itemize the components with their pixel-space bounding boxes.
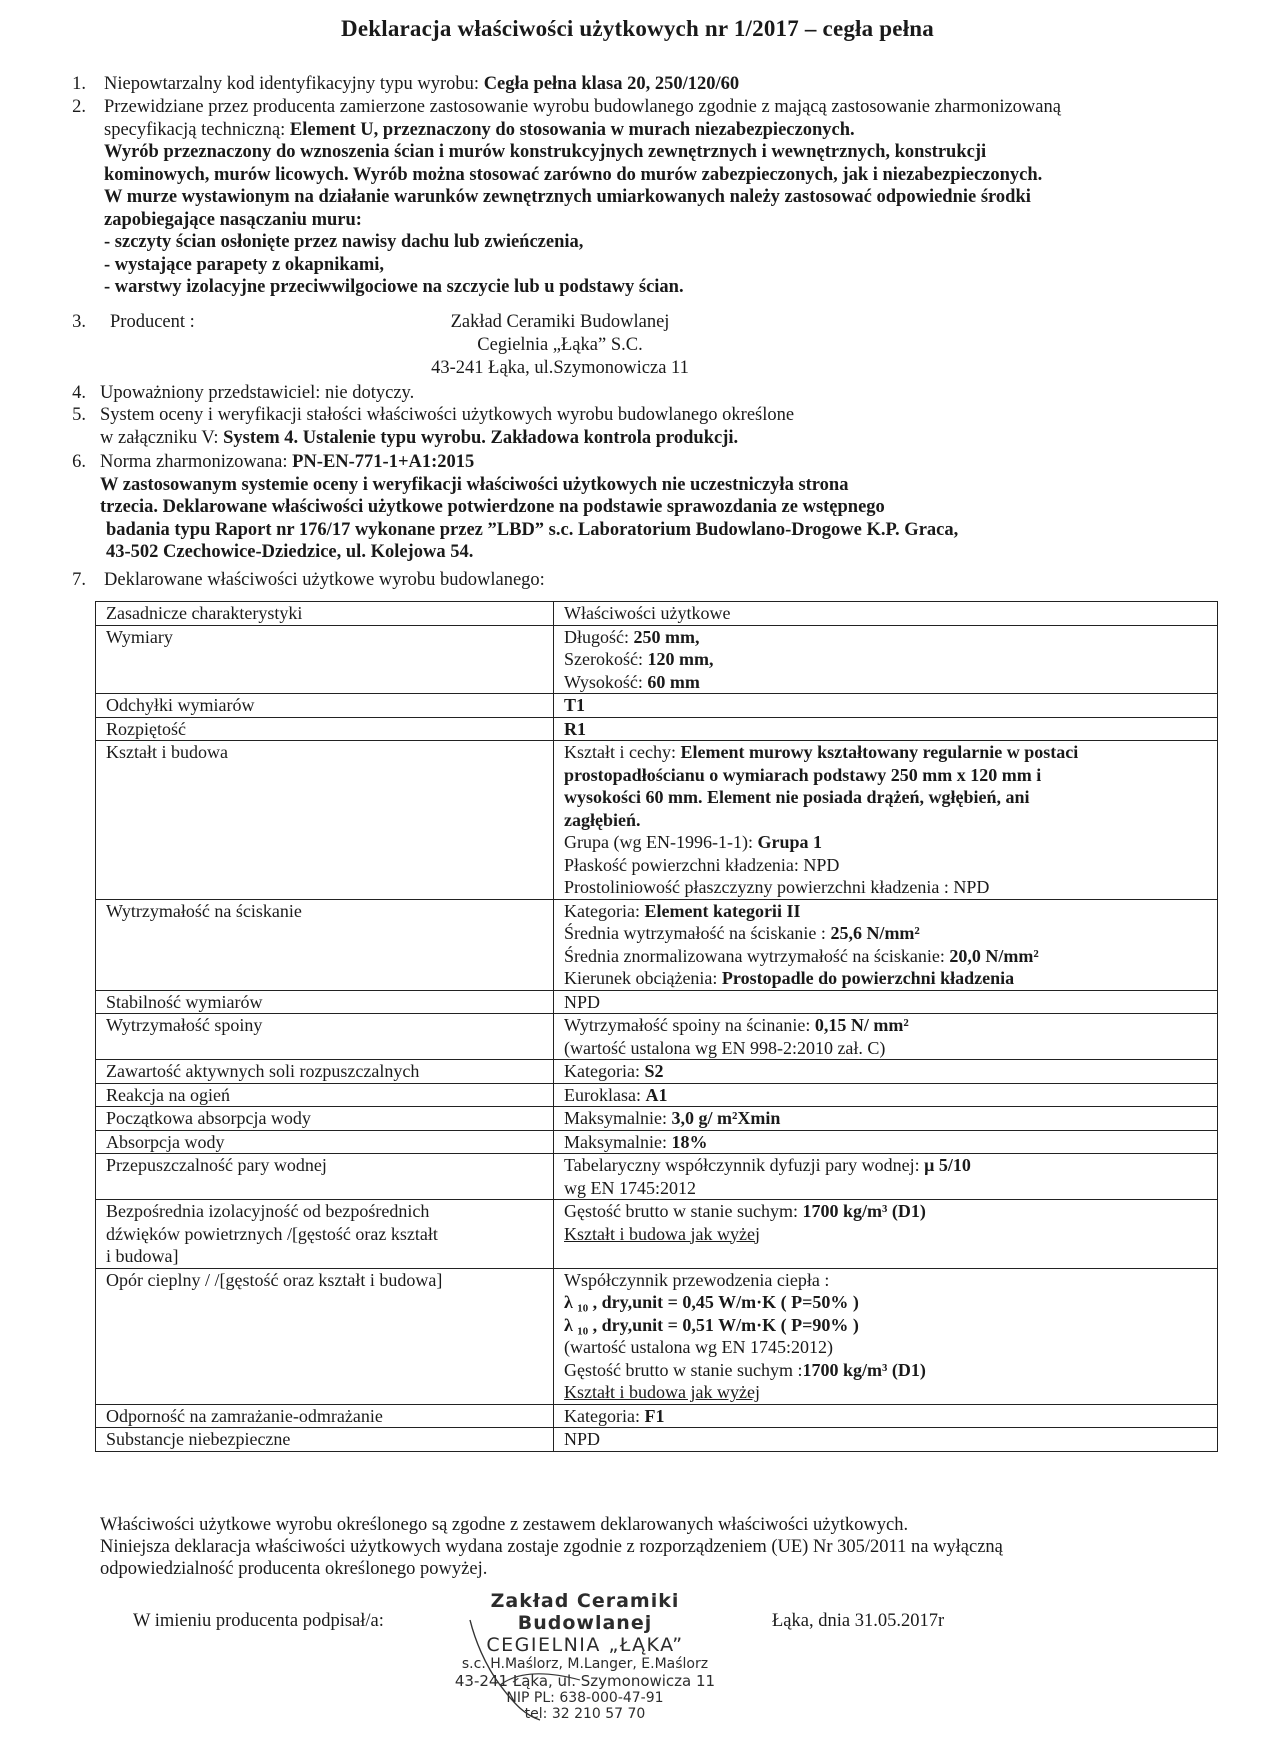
stamp-line: Zakład Ceramiki Budowlanej [490, 1590, 680, 1634]
property-cell [554, 1107, 1218, 1131]
table-row [96, 694, 1218, 718]
property-label: Maksymalnie: [564, 1108, 672, 1128]
property-label: Kategoria: [564, 1405, 645, 1426]
property-value: 25,6 N/mm² [830, 923, 920, 943]
characteristic-cell: Wytrzymałość spoiny [96, 1014, 554, 1060]
characteristic-cell: Opór cieplny / /[gęstość oraz kształt i budowa] [96, 1268, 554, 1404]
table-row [96, 1154, 1218, 1200]
document-title: Deklaracja właściwości użytkowych nr 1/2017 – cegła pełna [341, 16, 934, 41]
property-label: Kształt i cechy: [564, 742, 681, 762]
property-value: 3,0 g/ m²Xmin [671, 1108, 781, 1128]
item-line: zapobiegające nasączaniu muru: [104, 209, 362, 230]
item-line: Wyrób przeznaczony do wznoszenia ścian i murów konstrukcyjnych zewnętrznych i wewnętrznych, konstrukcji [104, 142, 987, 162]
property-label: Grupa (wg EN-1996-1-1): [564, 832, 758, 852]
property-label: Kierunek obciążenia: [564, 968, 722, 988]
footer-line: Niniejsza deklaracja właściwości użytkowych wydana zostaje zgodnie z rozporządzeniem (UE) Nr 305/2011 na wyłączną [100, 1537, 1003, 1557]
table-row [96, 741, 1218, 900]
table-row [96, 899, 1218, 990]
property-label: Wysokość: [564, 671, 648, 692]
characteristic-line: dźwięków powietrznych /[gęstość oraz kształt [106, 1223, 438, 1244]
property-value: F1 [644, 1405, 665, 1426]
characteristic-cell: Kształt i budowa [96, 741, 554, 900]
property-value: prostopadłościanu o wymiarach podstawy 250 mm x 120 mm i [564, 764, 1042, 785]
property-label: Średnia wytrzymałość na ściskanie : [564, 923, 831, 943]
producer-name: Zakład Ceramiki Budowlanej [450, 312, 670, 332]
property-label: Gęstość brutto w stanie suchym: [564, 1201, 803, 1221]
property-value: λ ₁₀ , dry,unit = 0,51 W/m·K ( P=90% ) [564, 1314, 859, 1335]
property-label: Wytrzymałość spoiny na ścinanie: [564, 1015, 815, 1035]
property-line: Kształt i budowa jak wyżej [564, 1382, 760, 1402]
characteristic-line: i budowa] [106, 1246, 179, 1266]
header-cell: Zasadnicze charakterystyki [96, 602, 554, 626]
characteristic-line: Bezpośrednia izolacyjność od bezpośrednich [106, 1201, 430, 1221]
property-line: Współczynnik przewodzenia ciepła : [564, 1269, 830, 1290]
item-bold: Element U, przeznaczony do stosowania w murach niezabezpieczonych. [289, 119, 855, 140]
property-cell: R1 [554, 717, 1218, 741]
item-line: kominowych, murów licowych. Wyrób można stosować zarówno do murów zabezpieczonych, jak i niezabezpieczonych. [104, 164, 1043, 185]
property-line: Kształt i budowa jak wyżej [564, 1223, 760, 1244]
item-text: specyfikacją techniczną: [104, 119, 290, 140]
property-cell: NPD [554, 990, 1218, 1014]
item-line: trzecia. Deklarowane właściwości użytkowe potwierdzone na podstawie sprawozdania ze wstępnego [100, 497, 885, 517]
property-value: λ ₁₀ , dry,unit = 0,45 W/m·K ( P=50% ) [564, 1292, 859, 1312]
stamp-line: s.c. H.Maślorz, M.Langer, E.Maślorz [461, 1656, 709, 1672]
item-line: badania typu Raport nr 176/17 wykonane przez ”LBD” s.c. Laboratorium Budowlano-Drogowe K.P. Graca, [106, 519, 959, 540]
property-line: Prostoliniowość płaszczyzny powierzchni kładzenia : NPD [564, 877, 990, 897]
property-label: Gęstość brutto w stanie suchym : [564, 1359, 803, 1380]
item-text: Upoważniony przedstawiciel: nie dotyczy. [100, 383, 415, 403]
property-cell [554, 1083, 1218, 1107]
standard-code: PN-EN-771-1+A1:2015 [292, 452, 475, 472]
property-cell [554, 1014, 1218, 1060]
item-line: W zastosowanym systemie oceny i weryfikacji właściwości użytkowych nie uczestniczyła strona [100, 474, 849, 495]
property-label: Długość: [564, 626, 634, 647]
stamp-line: NIP PL: 638-000-47-91 [506, 1690, 664, 1706]
property-value: 18% [671, 1131, 708, 1152]
table-row [96, 1200, 1218, 1269]
item-line: 43-502 Czechowice-Dziedzice, ul. Kolejowa 54. [106, 542, 474, 562]
table-row [96, 990, 1218, 1014]
property-value: μ 5/10 [924, 1155, 971, 1175]
property-cell [554, 1404, 1218, 1428]
producer-company: Cegielnia „Łąka” S.C. [477, 335, 643, 355]
producer-label: Producent : [110, 312, 195, 332]
characteristic-cell: Reakcja na ogień [96, 1083, 554, 1107]
item-number: 4. [72, 383, 86, 403]
place-date: Łąka, dnia 31.05.2017r [772, 1611, 945, 1631]
property-value: zagłębień. [564, 809, 641, 830]
item-number: 7. [72, 570, 86, 590]
product-code: Cegła pełna klasa 20, 250/120/60 [483, 74, 740, 94]
characteristic-cell: Stabilność wymiarów [96, 990, 554, 1014]
footer-line: odpowiedzialność producenta określonego powyżej. [100, 1559, 488, 1579]
item-text: Norma zharmonizowana: [100, 452, 293, 472]
stamp-line: 43-241 Łąka, ul. Szymonowicza 11 [454, 1672, 716, 1690]
table-row [96, 1014, 1218, 1060]
header-cell: Właściwości użytkowe [554, 602, 1218, 626]
table-row [96, 1083, 1218, 1107]
footer-statement [100, 1514, 1003, 1580]
property-cell [554, 1200, 1218, 1269]
item-text: Deklarowane właściwości użytkowe wyrobu budowlanego: [104, 570, 545, 590]
table-row [96, 1428, 1218, 1452]
item-number: 1. [72, 74, 86, 94]
item-number: 3. [72, 312, 86, 332]
property-cell: NPD [554, 1428, 1218, 1452]
item-text: w załączniku V: [100, 427, 224, 448]
properties-table [95, 601, 1218, 1452]
item-line: Przewidziane przez producenta zamierzone zastosowanie wyrobu budowlanego zgodnie z mającą zastosowanie zharmonizowaną [104, 97, 1061, 117]
property-value: S2 [644, 1061, 664, 1081]
property-value: 1700 kg/m³ (D1) [802, 1359, 926, 1380]
characteristic-cell: Przepuszczalność pary wodnej [96, 1154, 554, 1200]
characteristic-cell [96, 1200, 554, 1269]
signature-mark [430, 1610, 660, 1730]
property-label: Kategoria: [564, 1061, 645, 1081]
property-cell [554, 741, 1218, 900]
property-value: Prostopadle do powierzchni kładzenia [721, 968, 1015, 988]
property-value: A1 [645, 1084, 668, 1105]
characteristic-cell: Substancje niebezpieczne [96, 1428, 554, 1452]
property-label: Szerokość: [564, 649, 648, 669]
property-line: Płaskość powierzchni kładzenia: NPD [564, 854, 840, 875]
table-row [96, 1404, 1218, 1428]
table-row [96, 1130, 1218, 1154]
item-bold: System 4. Ustalenie typu wyrobu. Zakładowa kontrola produkcji. [223, 427, 739, 448]
property-value: 120 mm, [647, 649, 714, 669]
item-number: 6. [72, 452, 86, 472]
property-cell [554, 1268, 1218, 1404]
property-cell [554, 1060, 1218, 1084]
property-label: Średnia znormalizowana wytrzymałość na ściskanie: [564, 945, 950, 966]
characteristic-cell: Odchyłki wymiarów [96, 694, 554, 718]
property-cell [554, 1154, 1218, 1200]
property-value: 250 mm, [633, 626, 700, 647]
footer-line: Właściwości użytkowe wyrobu określonego są zgodne z zestawem deklarowanych właściwości użytkowych. [100, 1515, 909, 1535]
property-line: (wartość ustalona wg EN 998-2:2010 zał. C) [564, 1037, 886, 1058]
property-label: Euroklasa: [564, 1084, 646, 1105]
property-value: Element kategorii II [644, 900, 801, 921]
item-number: 2. [72, 97, 86, 117]
table-row [96, 1268, 1218, 1404]
item-text: Niepowtarzalny kod identyfikacyjny typu wyrobu: [104, 74, 484, 94]
property-value: 60 mm [647, 671, 700, 692]
table-row [96, 717, 1218, 741]
table-row [96, 1060, 1218, 1084]
property-value: wysokości 60 mm. Element nie posiada drążeń, wgłębień, ani [564, 787, 1030, 807]
item-line: - warstwy izolacyjne przeciwwilgociowe na szczycie lub u podstawy ścian. [104, 277, 684, 297]
property-value: 0,15 N/ mm² [814, 1015, 909, 1035]
stamp-line: CEGIELNIA „ŁĄKA” [486, 1634, 684, 1656]
table-row [96, 625, 1218, 694]
property-value: Grupa 1 [757, 832, 822, 852]
property-label: Maksymalnie: [564, 1131, 672, 1152]
property-cell [554, 899, 1218, 990]
item-line: - wystające parapety z okapnikami, [104, 254, 385, 275]
property-label: Kategoria: [564, 900, 645, 921]
characteristic-cell: Zawartość aktywnych soli rozpuszczalnych [96, 1060, 554, 1084]
property-value: Element murowy kształtowany regularnie w postaci [680, 742, 1079, 762]
property-cell [554, 1130, 1218, 1154]
characteristic-cell: Początkowa absorpcja wody [96, 1107, 554, 1131]
item-number: 5. [72, 405, 86, 425]
stamp-line: tel: 32 210 57 70 [524, 1706, 646, 1722]
property-line: wg EN 1745:2012 [564, 1177, 696, 1198]
characteristic-cell: Wymiary [96, 625, 554, 694]
signed-by-label: W imieniu producenta podpisał/a: [133, 1611, 384, 1631]
item-line: System oceny i weryfikacji stałości właściwości użytkowych wyrobu budowlanego określone [100, 405, 795, 425]
item-line: - szczyty ścian osłonięte przez nawisy dachu lub zwieńczenia, [104, 232, 584, 252]
table-row [96, 1107, 1218, 1131]
property-value: 20,0 N/mm² [949, 945, 1039, 966]
property-cell: T1 [554, 694, 1218, 718]
characteristic-cell: Wytrzymałość na ściskanie [96, 899, 554, 990]
characteristic-cell: Absorpcja wody [96, 1130, 554, 1154]
property-value: 1700 kg/m³ (D1) [802, 1201, 926, 1221]
item-line: W murze wystawionym na działanie warunków zewnętrznych umiarkowanych należy zastosować odpowiednie środki [104, 187, 1031, 207]
property-cell [554, 625, 1218, 694]
property-line: (wartość ustalona wg EN 1745:2012) [564, 1337, 833, 1357]
table-header-row [96, 602, 1218, 626]
property-label: Tabelaryczny współczynnik dyfuzji pary wodnej: [564, 1155, 925, 1175]
producer-address: 43-241 Łąka, ul.Szymonowicza 11 [431, 358, 689, 378]
characteristic-cell: Odporność na zamrażanie-odmrażanie [96, 1404, 554, 1428]
characteristic-cell: Rozpiętość [96, 717, 554, 741]
